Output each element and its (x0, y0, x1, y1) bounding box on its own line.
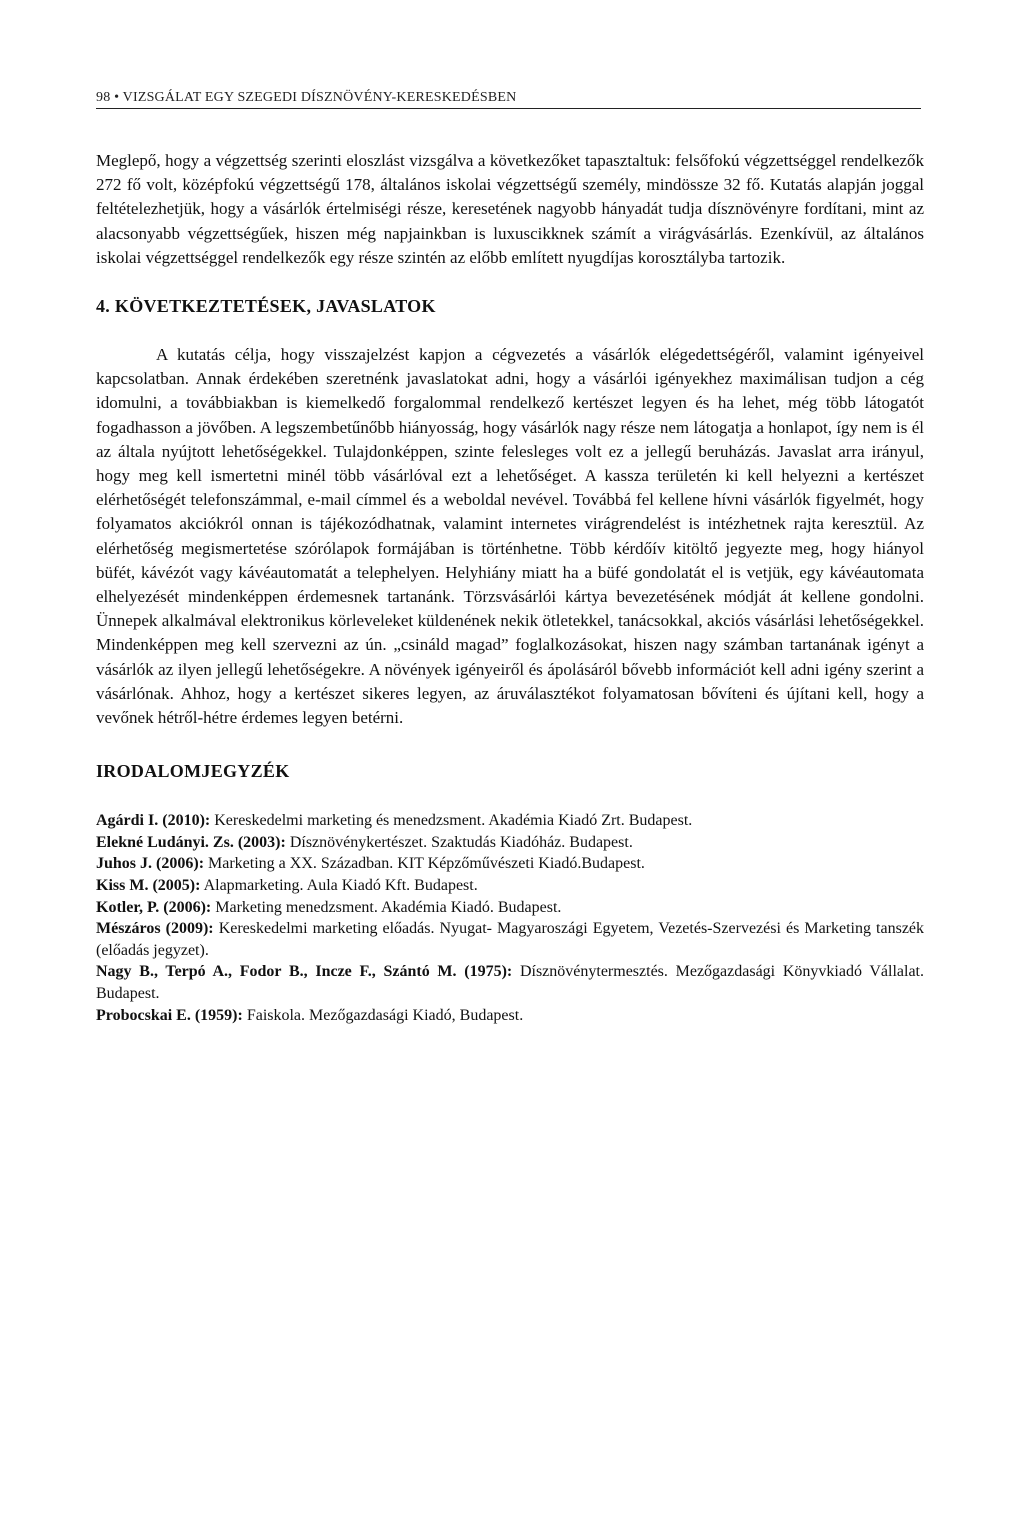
reference-year: (2009): (165, 920, 214, 938)
reference-year: (2003): (237, 833, 286, 851)
reference-item (96, 832, 924, 854)
reference-item (96, 853, 924, 875)
reference-year: (2006): (163, 898, 212, 916)
reference-author: Agárdi I. (96, 812, 159, 830)
reference-item (96, 897, 924, 919)
intro-paragraph: Meglepő, hogy a végzettség szerinti eloszlást vizsgálva a következőket tapasztaltuk: felsőfokú végzettséggel rendelkezők 272 fő volt, középfokú végzettségű 178, általános iskolai végzettségű személy, mindössze 32 fő. Kutatás alapján joggal feltételezhetjük, hogy a vásárlók értelmiségi része, keresetének nagyobb hányadát tudja dísznövényre fordítani, mint az alacsonyabb végzettségűek, hiszen még napjainkban is luxuscikknek számít a virágvásárlás. Ezenkívül, az általános iskolai végzettséggel rendelkezők egy része szintén az előbb említett nyugdíjas korosztályba tartozik. (96, 151, 924, 267)
reference-author: Probocskai E. (96, 1006, 191, 1024)
references-list (96, 810, 924, 1026)
reference-year: (2005): (152, 877, 201, 895)
running-header: 98 • VIZSGÁLAT EGY SZEGEDI DÍSZNÖVÉNY-KERESKEDÉSBEN (96, 90, 921, 109)
reference-item (96, 810, 924, 832)
reference-author: Nagy B., Terpó A., Fodor B., Incze F., Szántó M. (96, 963, 457, 981)
reference-text: Kereskedelmi marketing előadás. Nyugat- Magyaroszági Egyetem, Vezetés-Szervezési és Marketing tanszék (előadás jegyzet). (96, 920, 925, 959)
reference-year: (1959): (194, 1006, 243, 1024)
reference-item (96, 1005, 924, 1027)
reference-author: Kotler, P. (96, 898, 160, 916)
reference-year: (2010): (162, 812, 211, 830)
references-heading: IRODALOMJEGYZÉK (96, 761, 290, 782)
reference-text: Faiskola. Mezőgazdasági Kiadó, Budapest. (246, 1006, 524, 1024)
reference-author: Mészáros (96, 920, 161, 938)
conclusions-paragraph: A kutatás célja, hogy visszajelzést kapjon a cégvezetés a vásárlók elégedettségéről, valamint igényeivel kapcsolatban. Annak érdekében szeretnénk javaslatokat adni, hogy a vásárlói igényekhez maximálisan tudjon a cég idomulni, a továbbiakban is kiemelkedő forgalommal rendelkező kertészet legyen és ha lehet, még több látogatót fogadhasson a jövőben. A legszembetűnőbb hiányosság, hogy vásárlók nagy része nem látogatja a honlapot, így nem is él az általa nyújtott lehetőségekkel. Tulajdonképpen, szinte felesleges volt ez a jellegű beruházás. Javaslat arra irányul, hogy meg kell ismertetni minél több vásárlóval ezt a lehetőséget. A kassza területén ki kell helyezni a kertészet elérhetőségét telefonszámmal, e-mail címmel és a weboldal nevével. Továbbá fel kellene hívni vásárlók figyelmét, hogy folyamatos akciókról onnan is tájékozódhatnak, valamint internetes virágrendelést is intézhetnek rajta keresztül. Az elérhetőség megismertetése szórólapok formájában is történhetne. Több kérdőív kitöltő jegyezte meg, hogy hiányol büfét, kávézót vagy kávéautomatát a telephelyen. Helyhiány miatt ha a büfé gondolatát el is vetjük, egy kávéautomata elhelyezését mindenképpen érdemesnek tartanánk. Törzsvásárlói kártya bevezetésének módját át kellene gondolni. Ünnepek alkalmával elektronikus körleveleket küldenének nekik ötletekkel, tanácsokkal, akciós vásárlási lehetőségekkel. Mindenképpen meg kell szervezni az ún. „csináld magad” foglalkozásokat, hiszen nagy számban tartanának igényt a vásárlók az ilyen jellegű lehetőségekre. A növények igényeiről és ápolásáról bővebb információt kell adni igény szerint a vásárlónak. Ahhoz, hogy a kertészet sikeres legyen, az áruválasztékot folyamatosan bővíteni és újítani kell, hogy a vevőnek hétről-hétre érdemes legyen betérni. (96, 345, 924, 728)
reference-text: Marketing menedzsment. Akadémia Kiadó. Budapest. (215, 898, 562, 916)
reference-item (96, 961, 924, 1004)
section-heading-conclusions: 4. KÖVETKEZTETÉSEK, JAVASLATOK (96, 296, 436, 317)
page (96, 90, 924, 1026)
reference-year: (1975): (464, 963, 513, 981)
reference-author: Elekné Ludányi. Zs. (96, 833, 234, 851)
reference-author: Juhos J. (96, 855, 153, 873)
reference-item (96, 918, 924, 961)
reference-text: Alapmarketing. Aula Kiadó Kft. Budapest. (203, 877, 478, 895)
reference-author: Kiss M. (96, 877, 149, 895)
reference-item (96, 875, 924, 897)
reference-text: Dísznövénytermesztés. Mezőgazdasági Könyvkiadó Vállalat. Budapest. (96, 963, 924, 1003)
reference-text: Marketing a XX. Században. KIT Képzőművészeti Kiadó.Budapest. (208, 855, 645, 873)
reference-text: Kereskedelmi marketing és menedzsment. Akadémia Kiadó Zrt. Budapest. (214, 812, 693, 830)
reference-text: Dísznövénykertészet. Szaktudás Kiadóház. Budapest. (289, 833, 633, 851)
reference-year: (2006): (156, 855, 205, 873)
